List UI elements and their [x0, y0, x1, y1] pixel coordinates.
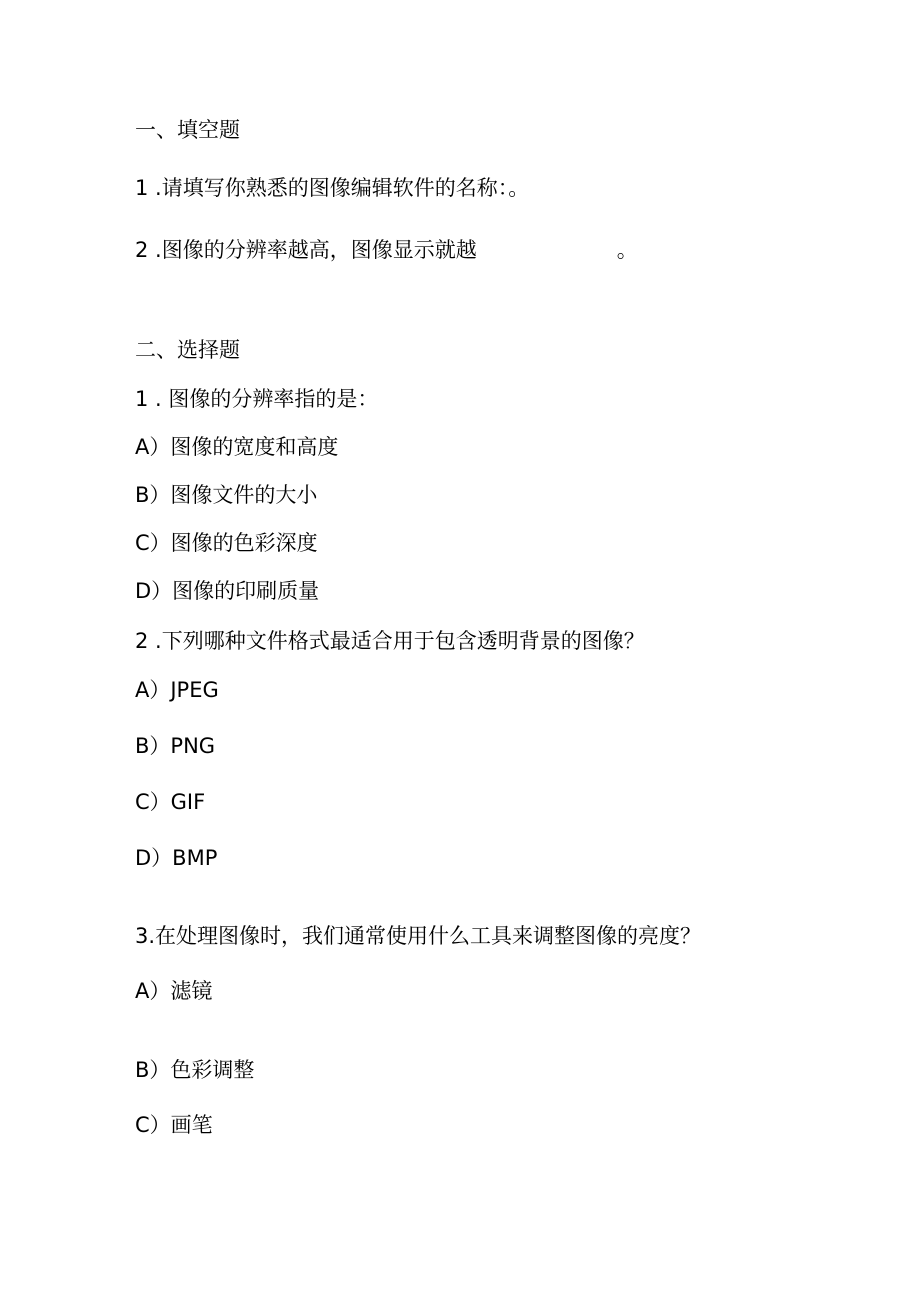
section-title-multiple-choice: 二、选择题 — [135, 338, 240, 362]
fill-blank-question-2-end: 。 — [616, 238, 638, 262]
choice-question-1-option-b: B）图像文件的大小 — [135, 483, 318, 507]
choice-question-3-option-b: B）色彩调整 — [135, 1058, 255, 1082]
choice-question-2-option-a: A）JPEG — [135, 678, 219, 702]
choice-question-1-option-c: C）图像的色彩深度 — [135, 531, 318, 555]
section-title-fill-blank: 一、填空题 — [135, 118, 240, 142]
choice-question-1-option-a: A）图像的宽度和高度 — [135, 435, 339, 459]
choice-question-3-stem: 3.在处理图像时，我们通常使用什么工具来调整图像的亮度？ — [135, 924, 702, 948]
fill-blank-question-2-text: 2 .图像的分辨率越高，图像显示就越 — [135, 238, 477, 262]
choice-question-2-option-b: B）PNG — [135, 734, 216, 758]
fill-blank-question-2 — [135, 236, 638, 264]
fill-blank-question-1: 1 .请填写你熟悉的图像编辑软件的名称：。 — [135, 176, 530, 200]
choice-question-1-option-d: D）图像的印刷质量 — [135, 579, 320, 603]
choice-question-1-stem: 1 . 图像的分辨率指的是： — [135, 387, 379, 411]
choice-question-3-option-a: A）滤镜 — [135, 979, 213, 1003]
choice-question-2-option-d: D）BMP — [135, 846, 218, 870]
choice-question-2-option-c: C）GIF — [135, 790, 206, 814]
choice-question-2-stem: 2 .下列哪种文件格式最适合用于包含透明背景的图像？ — [135, 629, 645, 653]
choice-question-3-option-c: C）画笔 — [135, 1113, 213, 1137]
